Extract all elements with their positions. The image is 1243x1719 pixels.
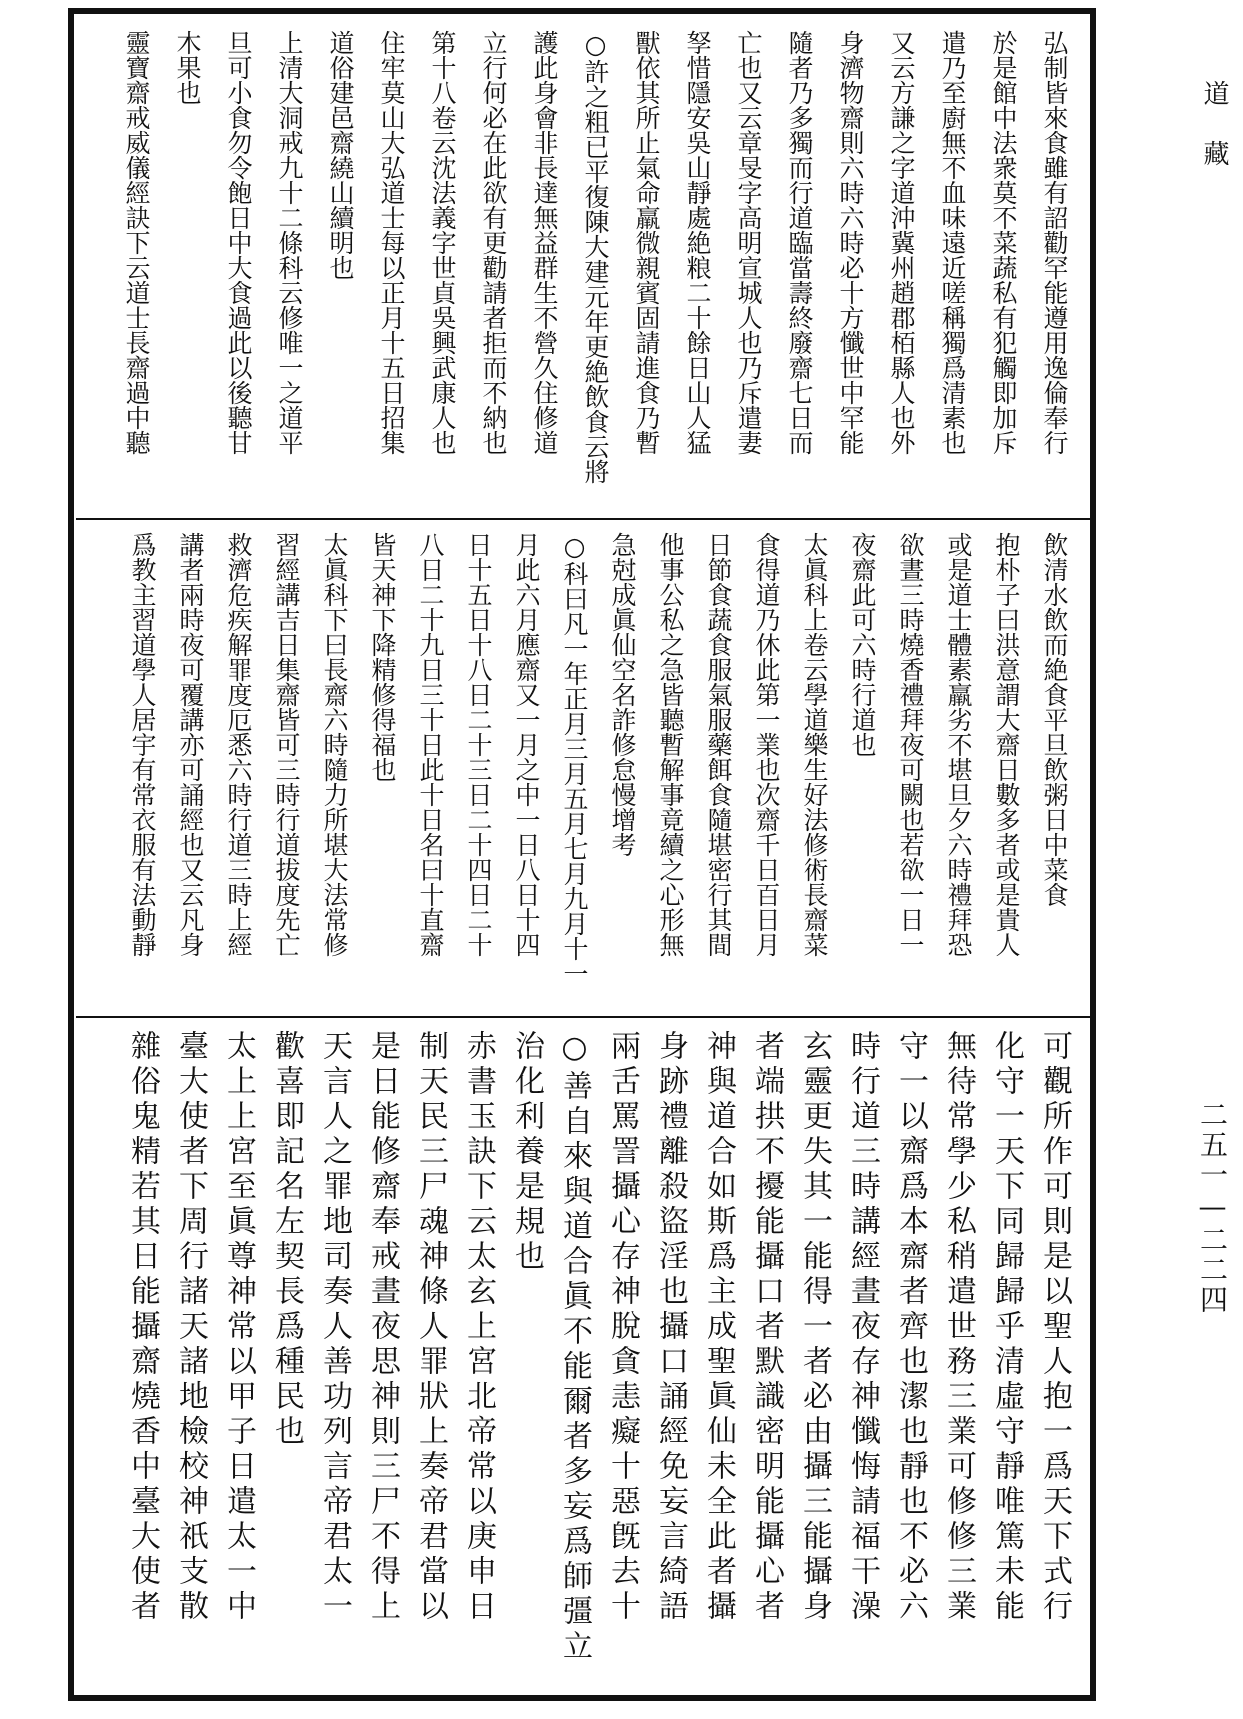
text-column: 時行道三時講經晝夜存神懺悔請福干澡 xyxy=(845,1030,880,1625)
text-column: 上清大洞戒九十二條科云修唯一之道平 xyxy=(275,30,304,455)
text-column: 孥惜隱安吳山靜處絶粮二十餘日山人猛 xyxy=(683,30,712,455)
text-column: 爲教主習道學人居宇有常衣服有法動靜 xyxy=(128,532,157,957)
text-column: 道俗建邑齋繞山續明也 xyxy=(326,30,355,280)
text-column: 身跡禮離殺盜淫也攝口誦經免妄言綺語 xyxy=(653,1030,688,1625)
text-column: 他事公私之急皆聽暫解事竟續之心形無 xyxy=(656,532,685,957)
text-column: 月此六月應齋又一月之中一日八日十四 xyxy=(512,532,541,957)
text-column: 講者兩時夜可覆講亦可誦經也又云凡身 xyxy=(176,532,205,957)
text-column: 守一以齋爲本齋者齊也潔也靜也不必六 xyxy=(893,1030,928,1625)
text-column: 抱朴子曰洪意謂大齋日數多者或是貴人 xyxy=(992,532,1021,957)
text-column: 立行何必在此欲有更勸請者拒而不納也 xyxy=(479,30,508,455)
text-column: 身濟物齋則六時六時必十方懺世中罕能 xyxy=(836,30,865,455)
text-column: 或是道士體素羸劣不堪旦夕六時禮拜恐 xyxy=(944,532,973,957)
text-column: 八日二十九日三十日此十日名曰十直齋 xyxy=(416,532,445,957)
text-column: 皆天神下降精修得福也 xyxy=(368,532,397,782)
text-column: 玄靈更失其一能得一者必由攝三能攝身 xyxy=(797,1030,832,1625)
text-column: 旦可小食勿令飽日中大食過此以後聽甘 xyxy=(224,30,253,455)
text-column: 弘制皆來食雖有詔勸罕能遵用逸倫奉行 xyxy=(1040,30,1069,455)
text-column: 神與道合如斯爲主成聖眞仙未全此者攝 xyxy=(701,1030,736,1625)
text-column: ○許之粗已平復陳大建元年更絶飲食云將 xyxy=(581,30,610,484)
text-column: 於是館中法衆莫不菜蔬私有犯觸即加斥 xyxy=(989,30,1018,455)
text-panel-bottom xyxy=(82,1020,1084,1692)
text-column: 靈寶齋戒威儀經訣下云道士長齋過中聽 xyxy=(122,30,151,455)
text-column: 治化利養是規也 xyxy=(509,1030,544,1275)
text-column: 者端拱不擾能攝口者默識密明能攝心者 xyxy=(749,1030,784,1625)
text-column: 食得道乃休此第一業也次齋千日百日月 xyxy=(752,532,781,957)
text-column: 住牢莫山大弘道士每以正月十五日招集 xyxy=(377,30,406,455)
text-column: 救濟危疾解罪度厄悉六時行道三時上經 xyxy=(224,532,253,957)
text-column: 遣乃至廚無不血味遠近嗟稱獨爲清素也 xyxy=(938,30,967,455)
margin-page-number: 二五一—二二四 xyxy=(1196,1100,1229,1315)
text-column: 太眞科下曰長齋六時隨力所堪大法常修 xyxy=(320,532,349,957)
text-column: 又云方謙之字道沖冀州趙郡栢縣人也外 xyxy=(887,30,916,455)
text-column: 亡也又云章旻字高明宣城人也乃斥遣妻 xyxy=(734,30,763,455)
text-panel-top xyxy=(82,20,1084,515)
text-column: 日十五日十八日二十三日二十四日二十 xyxy=(464,532,493,957)
text-column: 可觀所作可則是以聖人抱一爲天下式行 xyxy=(1037,1030,1072,1625)
text-column: 木果也 xyxy=(173,30,202,105)
text-column: 無待常學少私稍遣世務三業可修修三業 xyxy=(941,1030,976,1625)
text-column: 化守一天下同歸歸乎清虛守靜唯篤未能 xyxy=(989,1030,1024,1625)
panel-divider xyxy=(76,1016,1090,1018)
text-column: 護此身會非長達無益群生不營久住修道 xyxy=(530,30,559,455)
text-column: 臺大使者下周行諸天諸地檢校神祇支散 xyxy=(173,1030,208,1625)
text-column: 赤書玉訣下云太玄上宮北帝常以庚申日 xyxy=(461,1030,496,1625)
margin-title: 道藏 xyxy=(1199,80,1229,200)
text-panel-middle xyxy=(82,522,1084,1012)
text-column: 制天民三尸魂神條人罪狀上奏帝君當以 xyxy=(413,1030,448,1625)
text-column: 雜俗鬼精若其日能攝齋燒香中臺大使者 xyxy=(125,1030,160,1625)
text-column: 習經講吉日集齋皆可三時行道拔度先亡 xyxy=(272,532,301,957)
text-column: 歡喜即記名左契長爲種民也 xyxy=(269,1030,304,1450)
text-column: ○善自來與道合眞不能爾者多妄爲師彊立 xyxy=(557,1030,592,1665)
text-column: 兩舌罵詈攝心存神脫貪恚癡十惡旣去十 xyxy=(605,1030,640,1625)
text-column: 是日能修齋奉戒晝夜思神則三尸不得上 xyxy=(365,1030,400,1625)
text-column: 太眞科上卷云學道樂生好法修術長齋菜 xyxy=(800,532,829,957)
text-column: ○科曰凡一年正月三月五月七月九月十一 xyxy=(560,532,589,986)
text-column: 夜齋此可六時行道也 xyxy=(848,532,877,757)
text-column: 欲晝三時燒香禮拜夜可闕也若欲一日一 xyxy=(896,532,925,957)
text-column: 天言人之罪地司奏人善功列言帝君太一 xyxy=(317,1030,352,1625)
text-column: 太上上宮至眞尊神常以甲子日遣太一中 xyxy=(221,1030,256,1625)
panel-divider xyxy=(76,518,1090,520)
text-column: 日節食蔬食服氣服藥餌食隨堪密行其間 xyxy=(704,532,733,957)
text-column: 第十八卷云沈法義字世貞吳興武康人也 xyxy=(428,30,457,455)
text-column: 急尅成眞仙空名詐修怠慢增考 xyxy=(608,532,637,857)
text-column: 獸依其所止氣命羸微親賓固請進食乃暫 xyxy=(632,30,661,455)
text-column: 飲清水飲而絶食平旦飲粥日中菜食 xyxy=(1040,532,1069,907)
text-column: 隨者乃多獨而行道臨當壽終廢齋七日而 xyxy=(785,30,814,455)
